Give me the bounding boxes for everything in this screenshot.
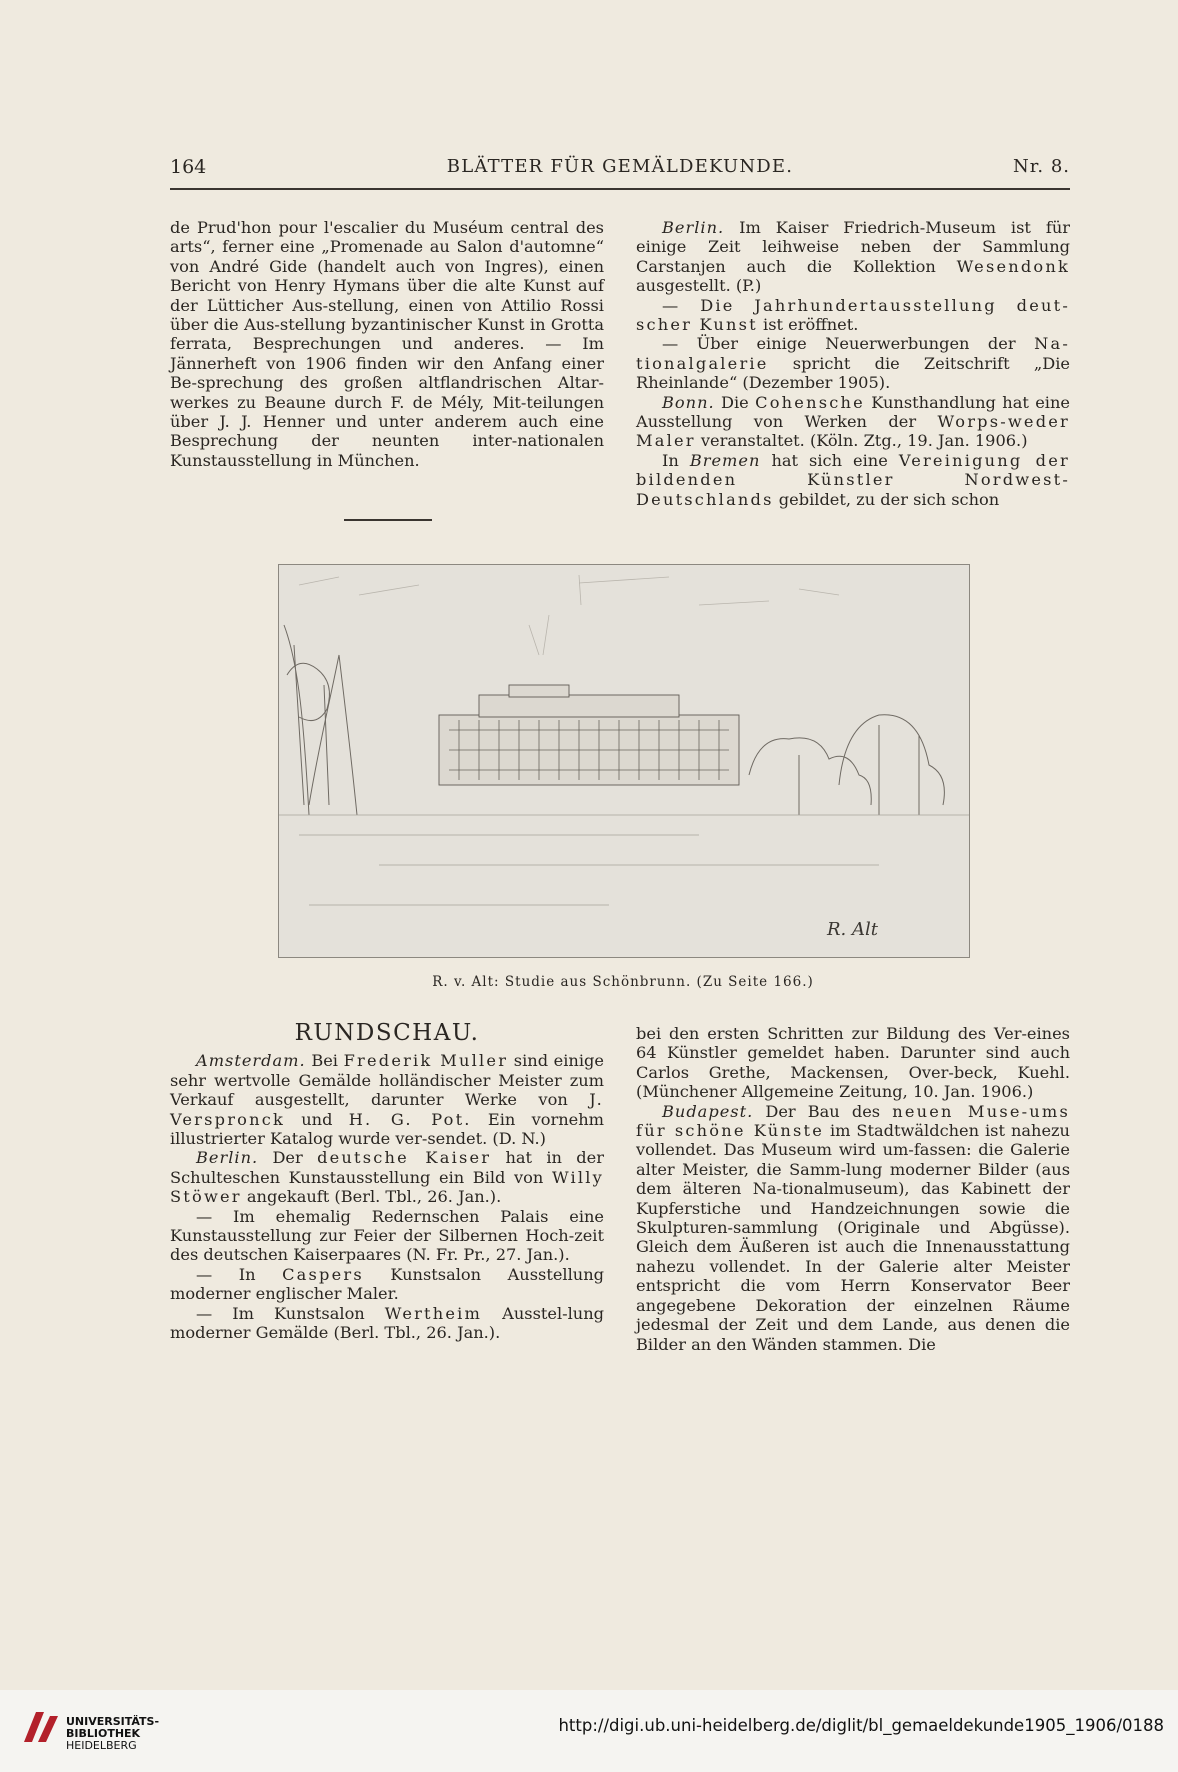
library-name: UNIVERSITÄTS- BIBLIOTHEK HEIDELBERG	[66, 1715, 160, 1752]
paragraph-wertheim: — Im Kunstsalon Wertheim Ausstel-lung moderner Gemälde (Berl. Tbl., 26. Jan.).	[170, 1303, 604, 1343]
illustration-schoenbrunn	[278, 564, 970, 958]
paragraph-amsterdam: Amsterdam. Bei Frederik Muller sind einige sehr wertvolle Gemälde holländischer Meister zum Verkauf ausgestellt, darunter Werke von J. Verspronck und H. G. Pot. Ein vornehm illustrierter Katalog wurde ver-sendet. (D. N.)	[170, 1051, 604, 1149]
column-top-right	[636, 218, 1070, 509]
paragraph: de Prud'hon pour l'escalier du Muséum central des arts“, ferner eine „Promenade au Salon d'automne“ von André Gide (handelt auch von Ingres), einen Bericht von Henry Hymans über die alte Kunst auf der Lütticher Aus-stellung, einen von Attilio Rossi über die Aus-stellung byzantinischer Kunst in Grotta ferrata, Besprechungen und anderes. — Im Jännerheft von 1906 finden wir den Anfang einer Be-sprechung des großen altflandrischen Altar-werkes zu Beaune durch F. de Mély, Mit-teilungen über J. J. Henner und unter anderem auch eine Besprechung der neunten inter-nationalen Kunstausstellung in München.	[170, 218, 604, 470]
sketch-drawing	[279, 565, 969, 957]
artist-signature: R. Alt	[827, 919, 878, 940]
paragraph-berlin-kfm: Berlin. Im Kaiser Friedrich-Museum ist für einige Zeit leihweise neben der Sammlung Carstanjen auch die Kollektion Wesendonk ausgestellt. (P.)	[636, 218, 1071, 296]
running-header	[170, 152, 1070, 190]
figure-caption: R. v. Alt: Studie aus Schönbrunn. (Zu Seite 166.)	[432, 974, 814, 990]
column-bottom-right	[636, 1024, 1070, 1354]
column-rundschau	[170, 1020, 604, 1343]
column-top-left	[170, 218, 604, 470]
paragraph-budapest: Budapest. Der Bau des neuen Muse-ums für schöne Künste im Stadtwäldchen ist nahezu vollendet. Das Museum wird um-fassen: die Galerie alter Meister, die Samm-lung moderner Bilder (aus dem älteren Na-tionalmuseum), das Kabinett der Kupferstiche und Handzeichnungen sowie die Skulpturen-sammlung (Originale und Abgüsse). Gleich dem Äußeren ist auch die Innenausstattung nahezu vollendet. In der Galerie alter Meister entspricht die vom Herrn Konservator Beer angegebene Dekoration der einzelnen Räume jedesmal der Zeit und dem Lande, aus denen die Bilder an den Wänden stammen. Die	[636, 1101, 1070, 1354]
digitization-footer	[0, 1690, 1178, 1772]
paragraph-caspers: — In Caspers Kunstsalon Ausstellung moderner englischer Maler.	[170, 1264, 604, 1304]
paragraph-nationalgalerie: — Über einige Neuerwerbungen der Na-tionalgalerie spricht die Zeitschrift „Die Rheinlande“ (Dezember 1905).	[636, 334, 1070, 393]
section-divider	[344, 519, 432, 521]
section-title: RUNDSCHAU.	[294, 1020, 480, 1046]
page-number: 164	[170, 156, 207, 178]
paragraph-bremen-cont: bei den ersten Schritten zur Bildung des Ver-eines 64 Künstler gemeldet haben. Darunter sind auch Carlos Grethe, Mackensen, Over-beck, Kuehl. (Münchener Allgemeine Zeitung, 10. Jan. 1906.)	[636, 1024, 1070, 1102]
library-logo-icon	[16, 1702, 66, 1752]
paragraph-jahrhundert: — Die Jahrhundertausstellung deut-scher Kunst ist eröffnet.	[636, 295, 1070, 335]
issue-number: Nr. 8.	[1013, 156, 1070, 177]
paragraph-berlin-kaiser: Berlin. Der deutsche Kaiser hat in der Schulteschen Kunstausstellung ein Bild von Willy Stöwer angekauft (Berl. Tbl., 26. Jan.).	[170, 1148, 604, 1207]
source-url-link[interactable]: http://digi.ub.uni-heidelberg.de/diglit/bl_gemaeldekunde1905_1906/0188	[558, 1716, 1164, 1735]
journal-title: BLÄTTER FÜR GEMÄLDEKUNDE.	[446, 156, 794, 177]
paragraph-bonn: Bonn. Die Cohensche Kunsthandlung hat eine Ausstellung von Werken der Worps-weder Maler veranstaltet. (Köln. Ztg., 19. Jan. 1906.)	[636, 392, 1070, 451]
paragraph-bremen: In Bremen hat sich eine Vereinigung der bildenden Künstler Nordwest-Deutschlands gebildet, zu der sich schon	[636, 450, 1070, 509]
paragraph-redern: — Im ehemalig Redernschen Palais eine Kunstausstellung zur Feier der Silbernen Hoch-zeit des deutschen Kaiserpaares (N. Fr. Pr., 27. Jan.).	[170, 1206, 604, 1265]
